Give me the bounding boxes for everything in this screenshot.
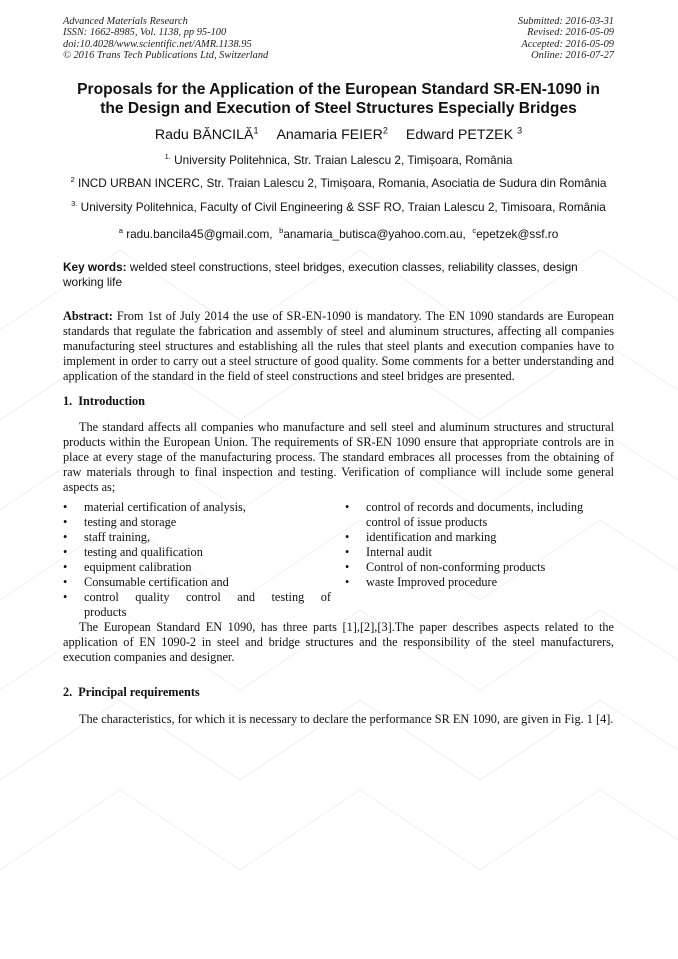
- email-sup: c: [472, 225, 477, 235]
- abstract-label: Abstract:: [63, 309, 113, 324]
- list-item: [345, 500, 607, 530]
- author-name: Anamaria FEIER: [276, 126, 383, 143]
- revised-date: Revised: 2016-05-09: [527, 27, 614, 39]
- list-item-text: staff training,: [84, 530, 151, 545]
- affiliation-sup: 3.: [71, 199, 78, 209]
- list-item-text: waste Improved procedure: [366, 575, 498, 590]
- section-1-heading: [63, 394, 614, 409]
- list-item: [63, 500, 331, 515]
- list-item-text: equipment calibration: [84, 560, 192, 575]
- section-2-heading: [63, 685, 614, 700]
- list-item: [345, 530, 607, 545]
- author-list: [63, 121, 614, 144]
- author-name: Edward PETZEK: [405, 126, 514, 143]
- list-item: [63, 530, 331, 545]
- list-item-text: control of records and documents, including control of issue products: [366, 500, 584, 530]
- list-left-column: [63, 500, 331, 620]
- author-1: [155, 127, 259, 143]
- author-sup: 3: [517, 125, 523, 135]
- affiliation-text: INCD URBAN INCERC, Str. Traian Lalescu 2, Timișoara, Romania, Asociatia de Sudura din România: [77, 176, 607, 191]
- accepted-date: Accepted: 2016-05-09: [521, 38, 614, 50]
- journal-name: Advanced Materials Research: [63, 16, 188, 27]
- bullet-icon: •: [63, 560, 68, 575]
- list-item: [63, 575, 331, 590]
- list-item: [63, 560, 331, 575]
- abstract: [63, 309, 614, 384]
- keywords-label: Key words:: [63, 259, 127, 274]
- email-list: [63, 224, 614, 241]
- section-2-paragraph-1: The characteristics, for which it is necessary to declare the performance SR EN 1090, are given in Fig. 1 [4].: [79, 712, 614, 727]
- bullet-icon: •: [345, 560, 350, 575]
- issn-line: ISSN: 1662-8985, Vol. 1138, pp 95-100: [63, 27, 227, 39]
- list-item-text: material certification of analysis,: [84, 500, 246, 515]
- section-number: 1.: [63, 394, 73, 409]
- section-1-paragraph-2: The European Standard EN 1090, has three parts [1],[2],[3].The paper describes aspects related to the application of EN 1090-2 in steel and bridge structures and the responsibility of the steel manufacturers, execution companies and designer.: [63, 620, 614, 665]
- author-sup: 1: [253, 125, 259, 135]
- list-item: [345, 545, 607, 560]
- affiliation-text: University Politehnica, Str. Traian Lalescu 2, Timișoara, România: [174, 152, 513, 167]
- journal-header: [63, 0, 614, 61]
- email-1[interactable]: radu.bancila45@gmail.com,: [126, 226, 273, 241]
- paper-title: [57, 80, 620, 118]
- list-item-text: Internal audit: [366, 545, 432, 560]
- affiliation-3: [63, 197, 614, 215]
- list-item-text: Consumable certification and: [84, 575, 229, 590]
- affiliation-sup: 1.: [164, 151, 171, 161]
- affiliation-2: [63, 173, 614, 191]
- title-line-1: Proposals for the Application of the European Standard SR-EN-1090 in: [77, 81, 600, 98]
- list-item-text: Control of non-conforming products: [366, 560, 546, 575]
- title-line-2: the Design and Execution of Steel Structures Especially Bridges: [100, 100, 577, 117]
- header-right: [518, 16, 614, 61]
- author-3: [406, 127, 522, 143]
- bullet-icon: •: [63, 530, 68, 545]
- header-left: [63, 16, 268, 61]
- bullet-icon: •: [63, 575, 68, 590]
- list-item-text: testing and storage: [84, 515, 177, 530]
- list-item: [63, 590, 331, 620]
- bullet-icon: •: [345, 545, 350, 560]
- list-item-text: testing and qualification: [84, 545, 203, 560]
- list-item: [345, 560, 607, 575]
- affiliation-sup: 2: [70, 175, 75, 185]
- list-item-text-line-2: products: [84, 605, 127, 620]
- section-1-paragraph-1: The standard affects all companies who manufacture and sell steel and aluminum structures and structural products within the European Union. The requirements of SR-EN 1090 ensure that appropriate controls are in place at every stage of the manufacturing process. The standard embraces all processes from the obtaining of raw materials through to final inspection and testing. Verification of compliance will include some general aspects as;: [63, 420, 614, 495]
- affiliation-1: [63, 150, 614, 168]
- email-sup: a: [118, 225, 123, 235]
- keywords-text: welded steel constructions, steel bridges, execution classes, reliability classes, design working life: [63, 259, 578, 289]
- online-date: Online: 2016-07-27: [531, 49, 614, 61]
- list-item: [63, 545, 331, 560]
- list-item: [345, 575, 607, 590]
- copyright-line: © 2016 Trans Tech Publications Ltd, Switzerland: [63, 49, 269, 61]
- section-number: 2.: [63, 685, 73, 700]
- bullet-icon: •: [63, 590, 68, 605]
- bullet-icon: •: [63, 545, 68, 560]
- doi-line: doi:10.4028/www.scientific.net/AMR.1138.95: [63, 38, 252, 50]
- author-name: Radu BĂNCILĂ: [154, 126, 254, 143]
- list-right-column: [345, 500, 607, 620]
- submitted-date: Submitted: 2016-03-31: [517, 16, 614, 27]
- keywords: [63, 260, 614, 290]
- bullet-icon: •: [63, 500, 68, 515]
- bullet-icon: •: [345, 500, 350, 515]
- list-item-text: identification and marking: [366, 530, 497, 545]
- abstract-text: From 1st of July 2014 the use of SR-EN-1090 is mandatory. The EN 1090 standards are European standards that regulate the fabrication and assembly of steel and aluminum structures, affecting all companies manufacturing steel structures and establishing all the rules that steel plants and execution companies have to implement in order to carry out a steel structure of good quality. Some comments for a better understanding and application of the standard in the field of steel constructions and steel bridges are presented.: [63, 309, 614, 384]
- bullet-icon: •: [345, 530, 350, 545]
- email-sup: b: [279, 225, 284, 235]
- author-2: [276, 127, 387, 143]
- list-item-text-line-1: control quality control and testing of: [84, 590, 331, 605]
- section-title: Principal requirements: [78, 685, 200, 700]
- compliance-aspects-list: [63, 500, 614, 620]
- author-sup: 2: [382, 125, 388, 135]
- affiliation-text: University Politehnica, Faculty of Civil Engineering & SSF RO, Traian Lalescu 2, Timisoara, România: [80, 200, 606, 215]
- bullet-icon: •: [63, 515, 68, 530]
- list-item: [63, 515, 331, 530]
- email-3[interactable]: epetzek@ssf.ro: [476, 226, 559, 241]
- email-2[interactable]: anamaria_butisca@yahoo.com.au,: [283, 226, 466, 241]
- section-title: Introduction: [78, 394, 145, 409]
- bullet-icon: •: [345, 575, 350, 590]
